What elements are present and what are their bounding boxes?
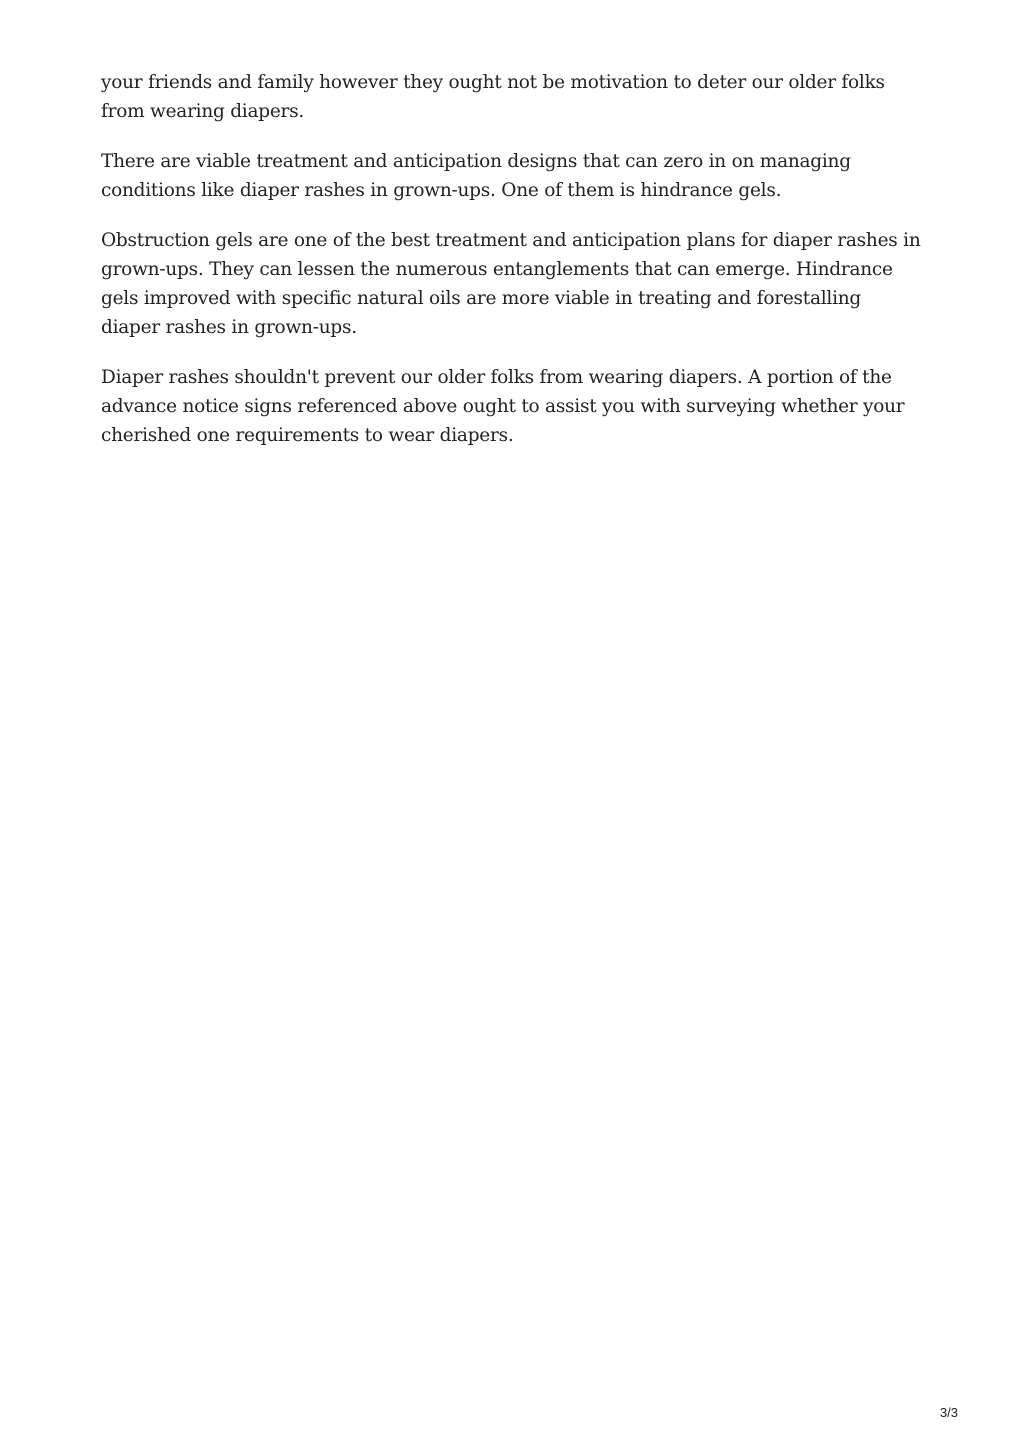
paragraph: Diaper rashes shouldn't prevent our older folks from wearing diapers. A portion of the advance notice signs referenced above ought to assist you with surveying whether your cherished one requirements to wear diapers.	[101, 367, 905, 446]
document-body	[101, 68, 923, 471]
paragraph: There are viable treatment and anticipation designs that can zero in on managing conditions like diaper rashes in grown-ups. One of them is hindrance gels.	[101, 151, 851, 201]
page-number: 3/3	[939, 1405, 958, 1420]
paragraph: Obstruction gels are one of the best treatment and anticipation plans for diaper rashes in grown-ups. They can lessen the numerous entanglements that can emerge. Hindrance gels improved with specific natural oils are more viable in treating and forestalling diaper rashes in grown-ups.	[101, 230, 921, 338]
paragraph: your friends and family however they ought not be motivation to deter our older folks from wearing diapers.	[101, 72, 885, 122]
